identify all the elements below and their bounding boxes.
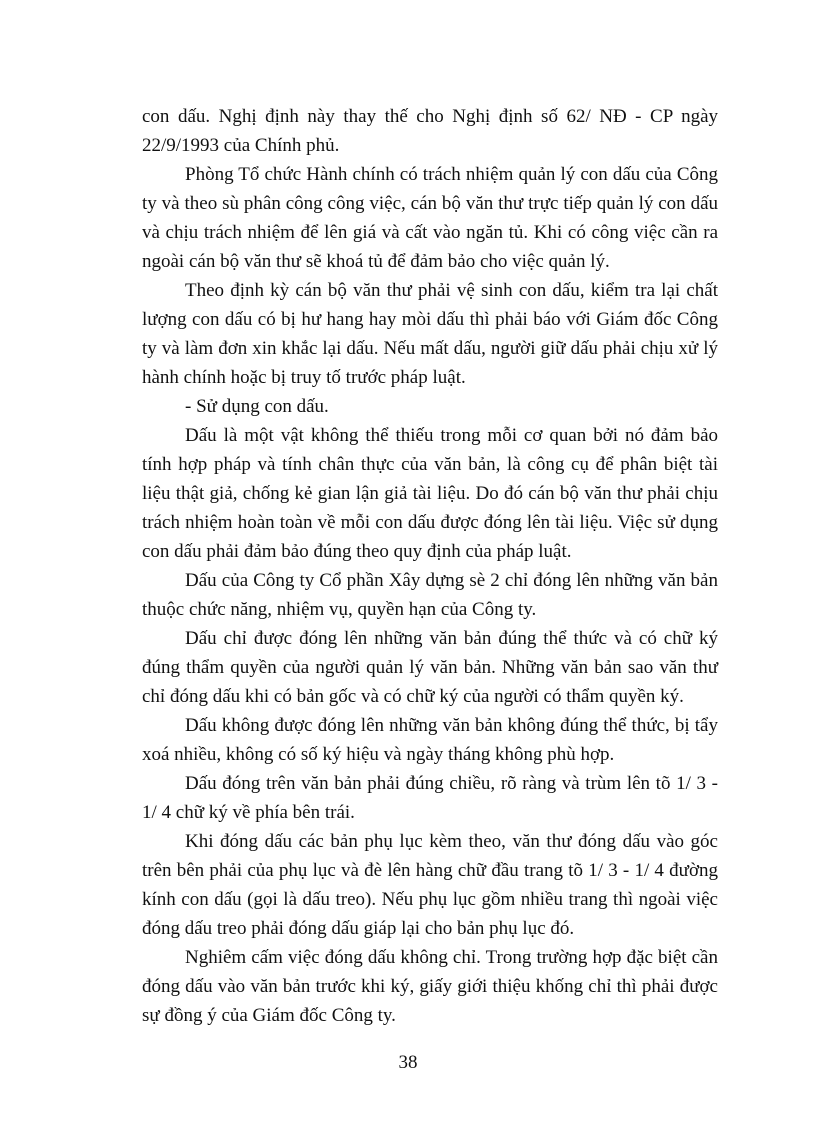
page-number: 38 (398, 1052, 418, 1073)
paragraph-6: Dấu của Công ty Cổ phần Xây dựng sè 2 chỉ đóng lên những văn bản thuộc chức năng, nhiệm vụ, quyền hạn của Công ty. (142, 570, 718, 620)
paragraph-8: Dấu không được đóng lên những văn bản không đúng thể thức, bị tẩy xoá nhiều, không có số ký hiệu và ngày tháng không phù hợp. (142, 715, 718, 765)
paragraph-9: Dấu đóng trên văn bản phải đúng chiều, rõ ràng và trùm lên tõ 1/ 3 - 1/ 4 chữ ký về phía bên trái. (142, 773, 718, 823)
paragraph-11: Nghiêm cấm việc đóng dấu không chỉ. Trong trường hợp đặc biệt cần đóng dấu vào văn bản trước khi ký, giấy giới thiệu khống chỉ thì phải được sự đồng ý của Giám đốc Công ty. (142, 947, 718, 1026)
section-heading-su-dung-con-dau: - Sử dụng con dấu. (185, 396, 329, 417)
paragraph-3: Theo định kỳ cán bộ văn thư phải vệ sinh con dấu, kiểm tra lại chất lượng con dấu có bị hư hang hay mòi dấu thì phải báo với Giám đốc Công ty và làm đơn xin khắc lại dấu. Nếu mất dấu, người giữ dấu phải chịu xử lý hành chính hoặc bị truy tố trước pháp luật. (142, 280, 718, 388)
paragraph-2: Phòng Tổ chức Hành chính có trách nhiệm quản lý con dấu của Công ty và theo sù phân công công việc, cán bộ văn thư trực tiếp quản lý con dấu và chịu trách nhiệm để lên giá và cất vào ngăn tủ. Khi có công việc cần ra ngoài cán bộ văn thư sẽ khoá tủ để đảm bảo cho việc quản lý. (142, 164, 718, 272)
paragraph-1: con dấu. Nghị định này thay thế cho Nghị định số 62/ NĐ - CP ngày 22/9/1993 của Chính phủ. (142, 106, 718, 156)
document-body (142, 102, 718, 1030)
paragraph-10: Khi đóng dấu các bản phụ lục kèm theo, văn thư đóng dấu vào góc trên bên phải của phụ lục và đè lên hàng chữ đầu trang tõ 1/ 3 - 1/ 4 đường kính con dấu (gọi là dấu treo). Nếu phụ lục gồm nhiều trang thì ngoài việc đóng dấu treo phải đóng dấu giáp lại cho bản phụ lục đó. (142, 831, 718, 939)
paragraph-5: Dấu là một vật không thể thiếu trong mỗi cơ quan bởi nó đảm bảo tính hợp pháp và tính chân thực của văn bản, là công cụ để phân biệt tài liệu thật giả, chống kẻ gian lận giả tài liệu. Do đó cán bộ văn thư phải chịu trách nhiệm hoàn toàn về mỗi con dấu được đóng lên tài liệu. Việc sử dụng con dấu phải đảm bảo đúng theo quy định của pháp luật. (142, 425, 718, 562)
paragraph-7: Dấu chỉ được đóng lên những văn bản đúng thể thức và có chữ ký đúng thẩm quyền của người quản lý văn bản. Những văn bản sao văn thư chỉ đóng dấu khi có bản gốc và có chữ ký của người có thẩm quyền ký. (142, 628, 718, 707)
